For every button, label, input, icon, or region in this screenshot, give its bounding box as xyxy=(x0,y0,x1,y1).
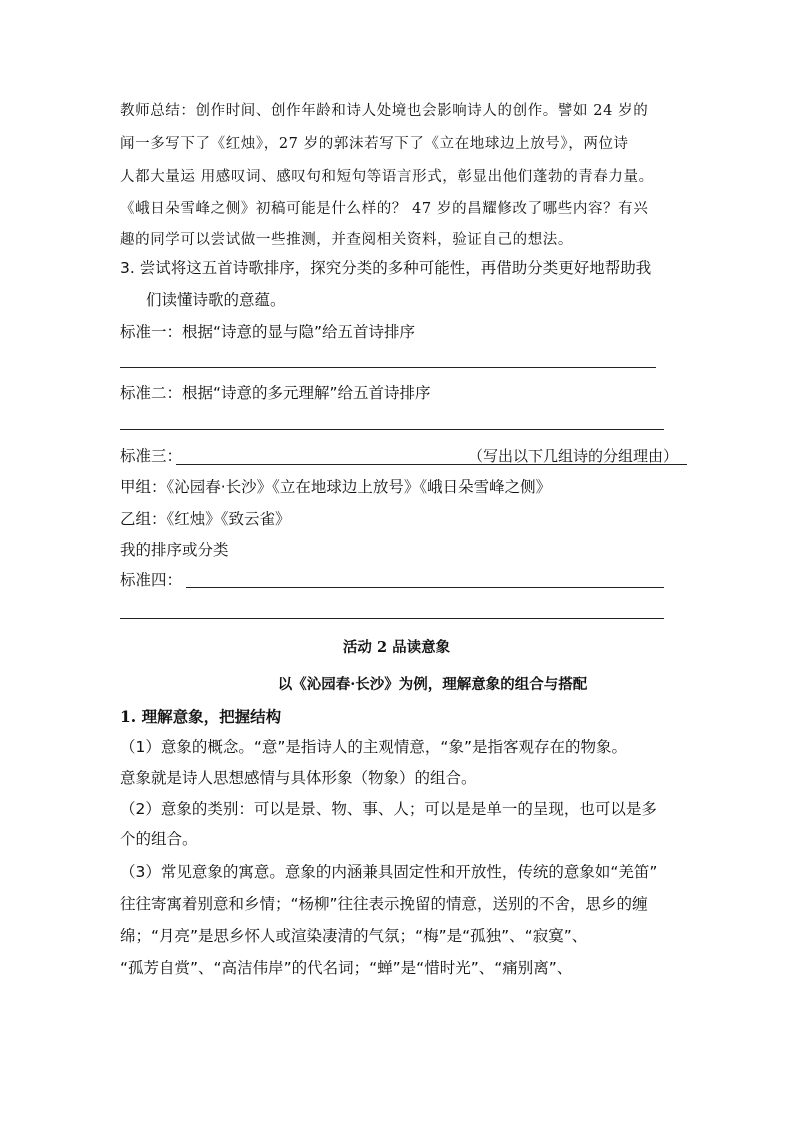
activity2-subtitle: 以《沁园春·长沙》为例，理解意象的组合与搭配 xyxy=(277,676,588,693)
p3-line-3: 绵；“月亮”是思乡怀人或渲染凄清的气氛；“梅”是“孤独”、“寂寞”、 xyxy=(120,927,588,945)
p1-line-1: （1）意象的概念。“意”是指诗人的主观情意，“象”是指客观存在的物象。 xyxy=(120,738,627,756)
task3-line-1: 3. 尝试将这五首诗歌排序，探究分类的多种可能性，再借助分类更好地帮助我 xyxy=(120,259,652,277)
p3-line-1: （3）常见意象的寓意。意象的内涵兼具固定性和开放性，传统的意象如“羌笛” xyxy=(120,863,658,881)
p3-line-4: “孤芳自赏”、“高洁伟岸”的代名词；“蝉”是“惜时光”、“痛别离”、 xyxy=(120,959,573,977)
summary-line-1: 教师总结：创作时间、创作年龄和诗人处境也会影响诗人的创作。譬如 24 岁的 xyxy=(120,103,649,119)
summary-line-2: 闻一多写下了《红烛》，27 岁的郭沫若写下了《立在地球边上放号》，两位诗 xyxy=(120,136,629,152)
standard-3-note: （写出以下几组诗的分组理由） xyxy=(468,447,679,465)
standard-4-answer-line[interactable] xyxy=(186,587,664,588)
standard-3-label: 标准三： xyxy=(120,447,183,465)
standard-2-label: 标准二：根据“诗意的多元理解”给五首诗排序 xyxy=(120,384,431,402)
my-sort-label: 我的排序或分类 xyxy=(120,541,229,559)
standard-1-answer-line[interactable] xyxy=(120,367,656,368)
p2-line-2: 个的组合。 xyxy=(120,830,198,848)
summary-line-3: 人都大量运 用感叹词、感叹句和短句等语言形式，彰显出他们蓬勃的青春力量。 xyxy=(120,169,654,185)
p3-line-2: 往往寄寓着别意和乡情；“杨柳”往往表示挽留的情意，送别的不舍，思乡的缠 xyxy=(120,895,648,913)
summary-line-4: 《峨日朵雪峰之侧》初稿可能是什么样的？ 47 岁的昌耀修改了哪些内容？有兴 xyxy=(120,201,649,217)
standard-1-label: 标准一：根据“诗意的显与隐”给五首诗排序 xyxy=(120,323,416,341)
section-1-heading: 1. 理解意象，把握结构 xyxy=(120,707,282,726)
task3-line-2: 们读懂诗歌的意蕴。 xyxy=(146,291,286,309)
p2-line-1: （2）意象的类别：可以是景、物、事、人；可以是是单一的呈现，也可以是多 xyxy=(120,800,657,818)
summary-line-5: 趣的同学可以尝试做一些推测，并查阅相关资料，验证自己的想法。 xyxy=(120,232,573,248)
standard-2-answer-line[interactable] xyxy=(120,429,664,430)
extra-answer-line[interactable] xyxy=(120,618,664,619)
activity2-title: 活动 2 品读意象 xyxy=(342,639,451,656)
p1-line-2: 意象就是诗人思想感情与具体形象（物象）的组合。 xyxy=(120,769,477,787)
group-b: 乙组：《红烛》《致云雀》 xyxy=(120,510,291,528)
standard-4-label: 标准四： xyxy=(120,571,183,589)
group-a: 甲组：《沁园春·长沙》《立在地球边上放号》《峨日朵雪峰之侧》 xyxy=(120,478,552,496)
